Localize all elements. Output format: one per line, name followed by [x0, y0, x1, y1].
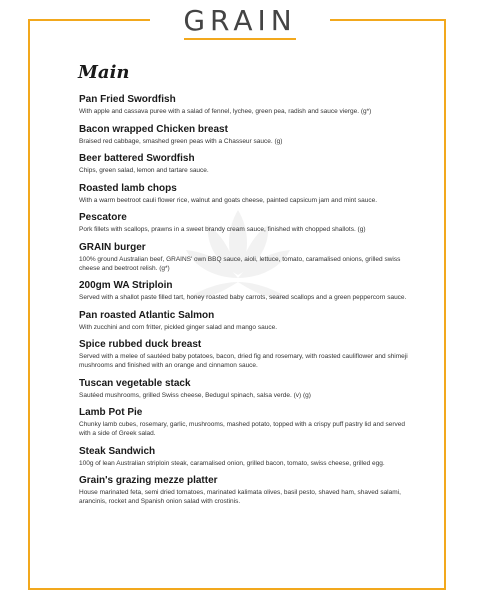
item-name: Spice rubbed duck breast: [79, 339, 202, 350]
item-name: Roasted lamb chops: [79, 182, 177, 194]
menu-item: [79, 310, 409, 332]
item-description: Served with a melee of sautéed baby potatoes, bacon, dried fig and rosemary, with roasted cauliflower and shimeji mushrooms and finished with an orange and cinnamon sauce.: [79, 353, 408, 369]
item-name: Grain's grazing mezze platter: [79, 475, 218, 486]
item-description: Sautéed mushrooms, grilled Swiss cheese, Bedugul spinach, salsa verde. (v) (g): [79, 391, 311, 399]
item-description: With zucchini and corn fritter, pickled ginger salad and mango sauce.: [79, 323, 277, 331]
item-name: Tuscan vegetable stack: [79, 377, 191, 389]
item-name: Lamb Pot Pie: [79, 407, 143, 418]
menu-item: [79, 280, 409, 302]
item-name: Beer battered Swordfish: [79, 153, 195, 164]
item-name: Bacon wrapped Chicken breast: [79, 123, 228, 135]
item-description: House marinated feta, semi dried tomatoes, marinated kalimata olives, basil pesto, shaved ham, shaved salami, arancinis, rocket and Spanish onion salad with crostinis.: [79, 489, 401, 505]
item-name: GRAIN burger: [79, 241, 146, 253]
brand-name: GRAIN: [183, 4, 297, 37]
item-description: 100g of lean Australian striploin steak, caramalised onion, grilled bacon, tomato, swiss cheese, grilled egg.: [79, 459, 385, 467]
item-description: Chips, green salad, lemon and tartare sauce.: [79, 167, 209, 174]
menu-item: [79, 94, 409, 116]
menu-item: [79, 407, 409, 438]
item-description: Served with a shallot paste filled tart, honey roasted baby carrots, seared scallops and a green peppercorn sauce.: [79, 294, 407, 301]
item-description: Braised red cabbage, smashed green peas with a Chasseur sauce. (g): [79, 137, 283, 145]
item-name: 200gm WA Striploin: [79, 280, 173, 291]
menu-item: [79, 339, 409, 370]
menu-item: [79, 124, 409, 146]
menu-item: [79, 242, 409, 273]
menu-item: [79, 475, 409, 506]
item-description: With apple and cassava puree with a salad of fennel, lychee, green pea, radish and sauce vierge. (g*): [79, 108, 372, 115]
menu-item: [79, 183, 409, 205]
menu-item: [79, 153, 409, 175]
item-name: Pan roasted Atlantic Salmon: [79, 309, 215, 321]
item-description: With a warm beetroot cauli flower rice, walnut and goats cheese, painted capsicum jam and mint sauce.: [79, 196, 378, 204]
item-name: Pan Fried Swordfish: [79, 94, 176, 105]
item-name: Steak Sandwich: [79, 445, 156, 457]
brand-underline: [184, 38, 296, 40]
item-description: Pork fillets with scallops, prawns in a sweet brandy cream sauce, finished with chopped shallots. (g): [79, 226, 366, 233]
menu-item: [79, 378, 409, 400]
menu-item: [79, 446, 409, 468]
brand-logo: [150, 0, 330, 46]
menu-item: [79, 212, 409, 234]
item-description: 100% ground Australian beef, GRAINS' own BBQ sauce, aioli, lettuce, tomato, caramalised onions, grilled swiss cheese and beetroot relish. (g*): [79, 255, 401, 272]
menu-list: [79, 94, 409, 514]
item-description: Chunky lamb cubes, rosemary, garlic, mushrooms, mashed potato, topped with a crispy puff pastry lid and served with a side of Greek salad.: [79, 421, 405, 437]
section-title: Main: [78, 62, 130, 83]
item-name: Pescatore: [79, 212, 127, 223]
